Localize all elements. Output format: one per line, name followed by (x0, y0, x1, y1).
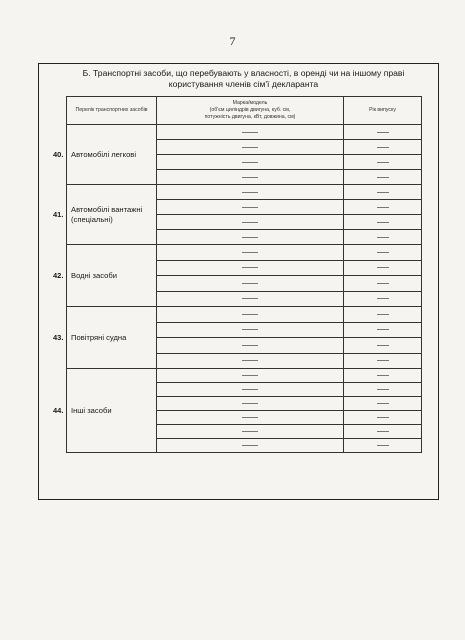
row-number: 42. (53, 270, 64, 280)
model-cell (157, 397, 344, 411)
dash-mark (242, 132, 258, 133)
year-cell (344, 322, 422, 338)
model-cell (157, 185, 344, 200)
year-cell (344, 215, 422, 230)
table-row (67, 125, 422, 140)
model-cell (157, 260, 344, 276)
year-cell (344, 170, 422, 185)
category-label: Автомобілі вантажні (спеціальні) (71, 204, 143, 224)
dash-mark (242, 177, 258, 178)
model-cell (157, 140, 344, 155)
category-cell (53, 125, 157, 185)
row-number: 40. (53, 149, 64, 159)
year-cell (344, 185, 422, 200)
dash-mark (377, 162, 389, 163)
category-label: Водні засоби (71, 270, 117, 280)
year-cell (344, 230, 422, 245)
header-list: Перелік транспортних засобів (67, 97, 157, 125)
year-cell (344, 353, 422, 369)
dash-mark (242, 298, 258, 299)
dash-mark (377, 403, 389, 404)
dash-mark (242, 389, 258, 390)
row-number: 41. (53, 209, 64, 219)
dash-mark (377, 445, 389, 446)
dash-mark (377, 237, 389, 238)
dash-mark (242, 267, 258, 268)
model-cell (157, 215, 344, 230)
model-cell (157, 425, 344, 439)
dash-mark (242, 283, 258, 284)
dash-mark (242, 375, 258, 376)
year-cell (344, 383, 422, 397)
page-number: 7 (229, 34, 236, 48)
category-label: Інші засоби (71, 405, 112, 415)
dash-mark (242, 360, 258, 361)
dash-mark (377, 389, 389, 390)
model-cell (157, 125, 344, 140)
dash-mark (242, 417, 258, 418)
model-cell (157, 200, 344, 215)
category-label: Автомобілі легкові (71, 149, 137, 159)
category-cell (53, 307, 157, 369)
header-year: Рік випуску (344, 97, 422, 125)
table-row (67, 307, 422, 323)
table-row (67, 185, 422, 200)
dash-mark (377, 360, 389, 361)
year-cell (344, 200, 422, 215)
dash-mark (377, 431, 389, 432)
year-cell (344, 439, 422, 453)
vehicles-table (53, 96, 422, 453)
model-cell (157, 307, 344, 323)
model-cell (157, 291, 344, 307)
year-cell (344, 260, 422, 276)
dash-mark (377, 375, 389, 376)
model-cell (157, 322, 344, 338)
row-number: 43. (53, 332, 64, 342)
year-cell (344, 397, 422, 411)
dash-mark (242, 222, 258, 223)
dash-mark (377, 267, 389, 268)
table-row (67, 245, 422, 261)
model-cell (157, 245, 344, 261)
dash-mark (377, 345, 389, 346)
year-cell (344, 291, 422, 307)
row-number: 44. (53, 405, 64, 415)
dash-mark (242, 252, 258, 253)
dash-mark (377, 283, 389, 284)
dash-mark (377, 314, 389, 315)
category-cell (53, 369, 157, 453)
category-cell (53, 245, 157, 307)
model-cell (157, 439, 344, 453)
dash-mark (242, 403, 258, 404)
dash-mark (377, 298, 389, 299)
dash-mark (377, 177, 389, 178)
year-cell (344, 245, 422, 261)
model-cell (157, 411, 344, 425)
year-cell (344, 369, 422, 383)
dash-mark (377, 222, 389, 223)
dash-mark (377, 207, 389, 208)
dash-mark (377, 252, 389, 253)
section-title: Б. Транспортні засоби, що перебувають у власності, в оренді чи на іншому праві користування членів сім'ї декларанта (82, 68, 405, 89)
dash-mark (242, 314, 258, 315)
dash-mark (377, 192, 389, 193)
model-cell (157, 383, 344, 397)
header-model: Марка/модель (об'єм циліндрів двигуна, куб. см, потужність двигуна, кВт, довжина, см) (157, 97, 344, 125)
model-cell (157, 338, 344, 354)
year-cell (344, 140, 422, 155)
dash-mark (377, 147, 389, 148)
year-cell (344, 411, 422, 425)
dash-mark (242, 162, 258, 163)
year-cell (344, 425, 422, 439)
model-cell (157, 369, 344, 383)
year-cell (344, 155, 422, 170)
dash-mark (242, 329, 258, 330)
table-row (67, 369, 422, 383)
dash-mark (242, 431, 258, 432)
dash-mark (242, 192, 258, 193)
year-cell (344, 338, 422, 354)
dash-mark (242, 207, 258, 208)
dash-mark (377, 417, 389, 418)
model-cell (157, 276, 344, 292)
year-cell (344, 125, 422, 140)
model-cell (157, 170, 344, 185)
category-label: Повітряні судна (71, 332, 127, 342)
year-cell (344, 276, 422, 292)
model-cell (157, 155, 344, 170)
model-cell (157, 230, 344, 245)
model-cell (157, 353, 344, 369)
dash-mark (242, 147, 258, 148)
dash-mark (377, 132, 389, 133)
dash-mark (242, 345, 258, 346)
category-cell (53, 185, 157, 245)
dash-mark (242, 237, 258, 238)
year-cell (344, 307, 422, 323)
table-header-row (67, 97, 422, 125)
dash-mark (377, 329, 389, 330)
dash-mark (242, 445, 258, 446)
